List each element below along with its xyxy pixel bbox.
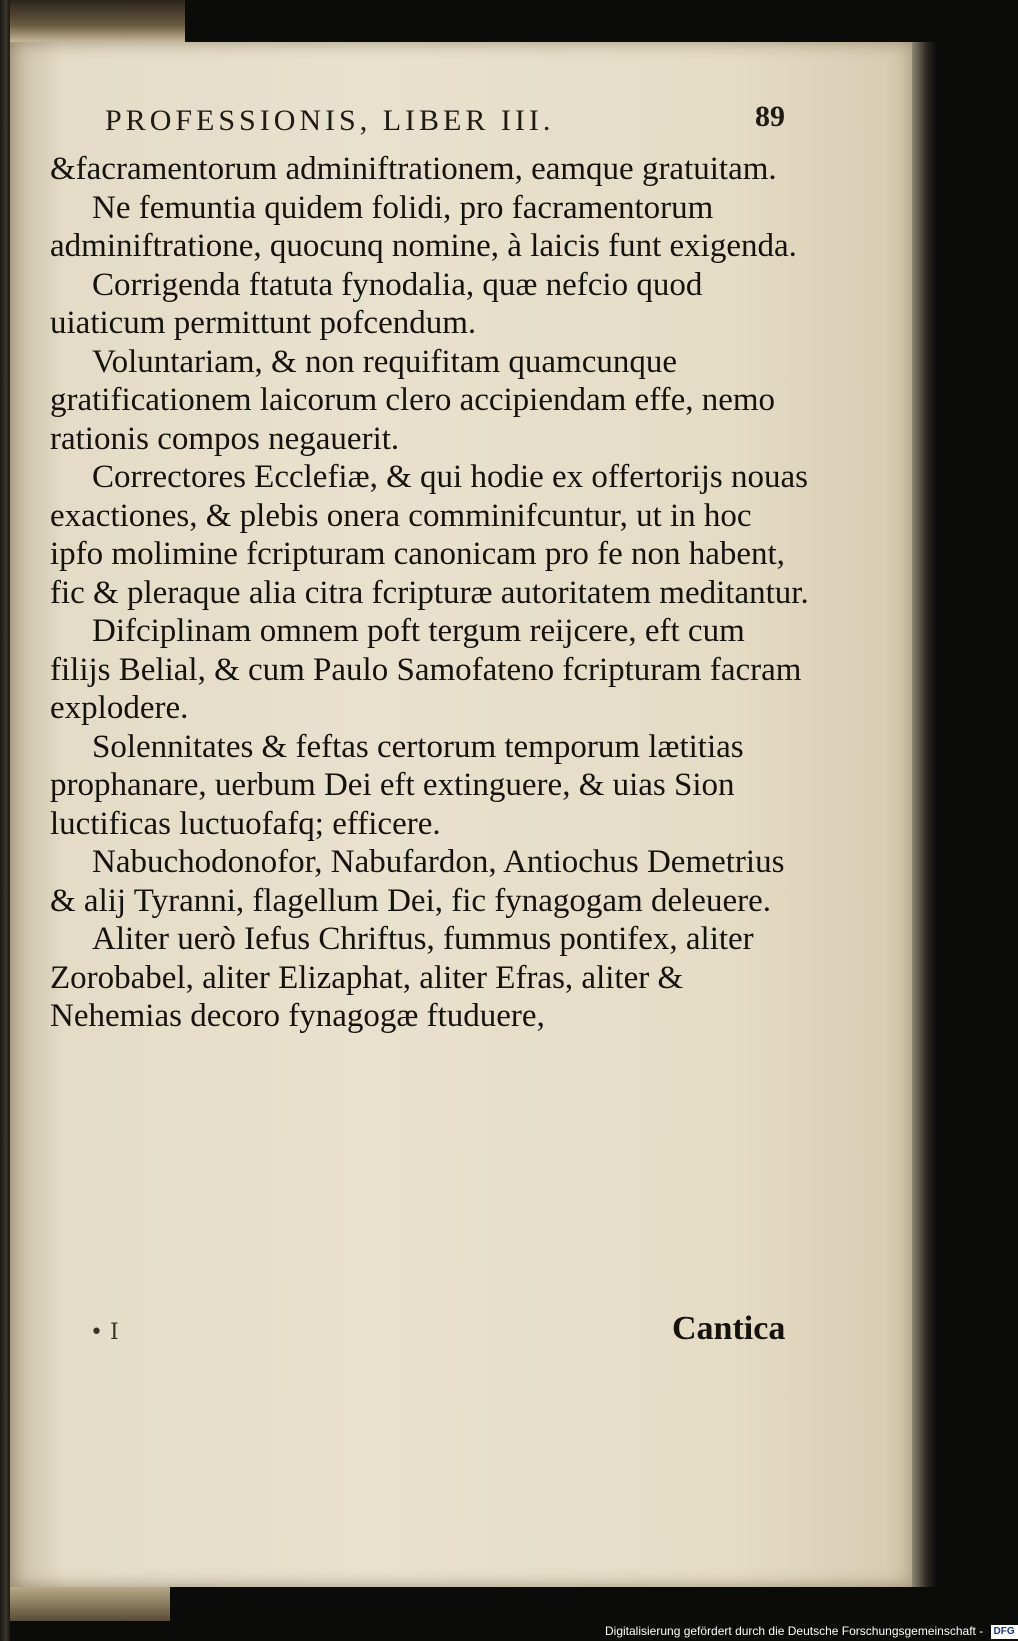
running-header	[105, 100, 785, 144]
paragraph: Nabuchodonofor, Nabufardon, Antiochus Demetrius & alij Tyranni, flagellum Dei, fic fynagogam deleuere.	[50, 844, 785, 919]
paragraph: &facramentorum adminiftrationem, eamque gratuitam.	[50, 151, 777, 187]
catchword: Cantica	[672, 1310, 786, 1347]
stray-mark: • I	[90, 1320, 119, 1345]
paragraph: Aliter uerò Iefus Chriftus, fummus pontifex, aliter Zorobabel, aliter Elizaphat, aliter Efras, aliter & Nehemias decoro fynagogæ ftuduere,	[50, 921, 754, 1034]
running-title: PROFESSIONIS, LIBER III.	[105, 104, 555, 137]
page-shadow-right	[912, 42, 937, 1587]
page-body	[50, 150, 810, 1036]
book-spine	[0, 0, 10, 1641]
paragraph: Ne femuntia quidem folidi, pro facramentorum adminiftratione, quocunq nomine, à laicis funt exigenda.	[50, 189, 797, 264]
paragraph: Voluntariam, & non requifitam quamcunque gratificationem laicorum clero accipiendam effe, nemo rationis compos negauerit.	[50, 343, 776, 457]
credit-text: Digitalisierung gefördert durch die Deutsche Forschungsgemeinschaft -	[605, 1624, 984, 1638]
page-edge-bottom	[10, 1587, 170, 1621]
paragraph: Correctores Ecclefiæ, & qui hodie ex offertorijs nouas exactiones, & plebis onera comminifcuntur, ut in hoc ipfo molimine fcripturam canonicam pro fe non habent, fic & pleraque alia citra fcripturæ autoritatem meditantur.	[50, 459, 809, 611]
page-number: 89	[755, 100, 785, 133]
paragraph: Solennitates & feftas certorum temporum lætitias prophanare, uerbum Dei eft extinguere, & uias Sion luctificas luctuofafq; efficere.	[50, 728, 744, 842]
paragraph: Difciplinam omnem poft tergum reijcere, eft cum filijs Belial, & cum Paulo Samofateno fcripturam facram explodere.	[50, 613, 802, 726]
digitization-credit	[605, 1621, 1018, 1641]
page-edge-top	[10, 0, 185, 42]
paragraph: Corrigenda ftatuta fynodalia, quæ nefcio quod uiaticum permittunt pofcendum.	[50, 266, 703, 341]
dfg-logo: DFG	[991, 1625, 1018, 1639]
